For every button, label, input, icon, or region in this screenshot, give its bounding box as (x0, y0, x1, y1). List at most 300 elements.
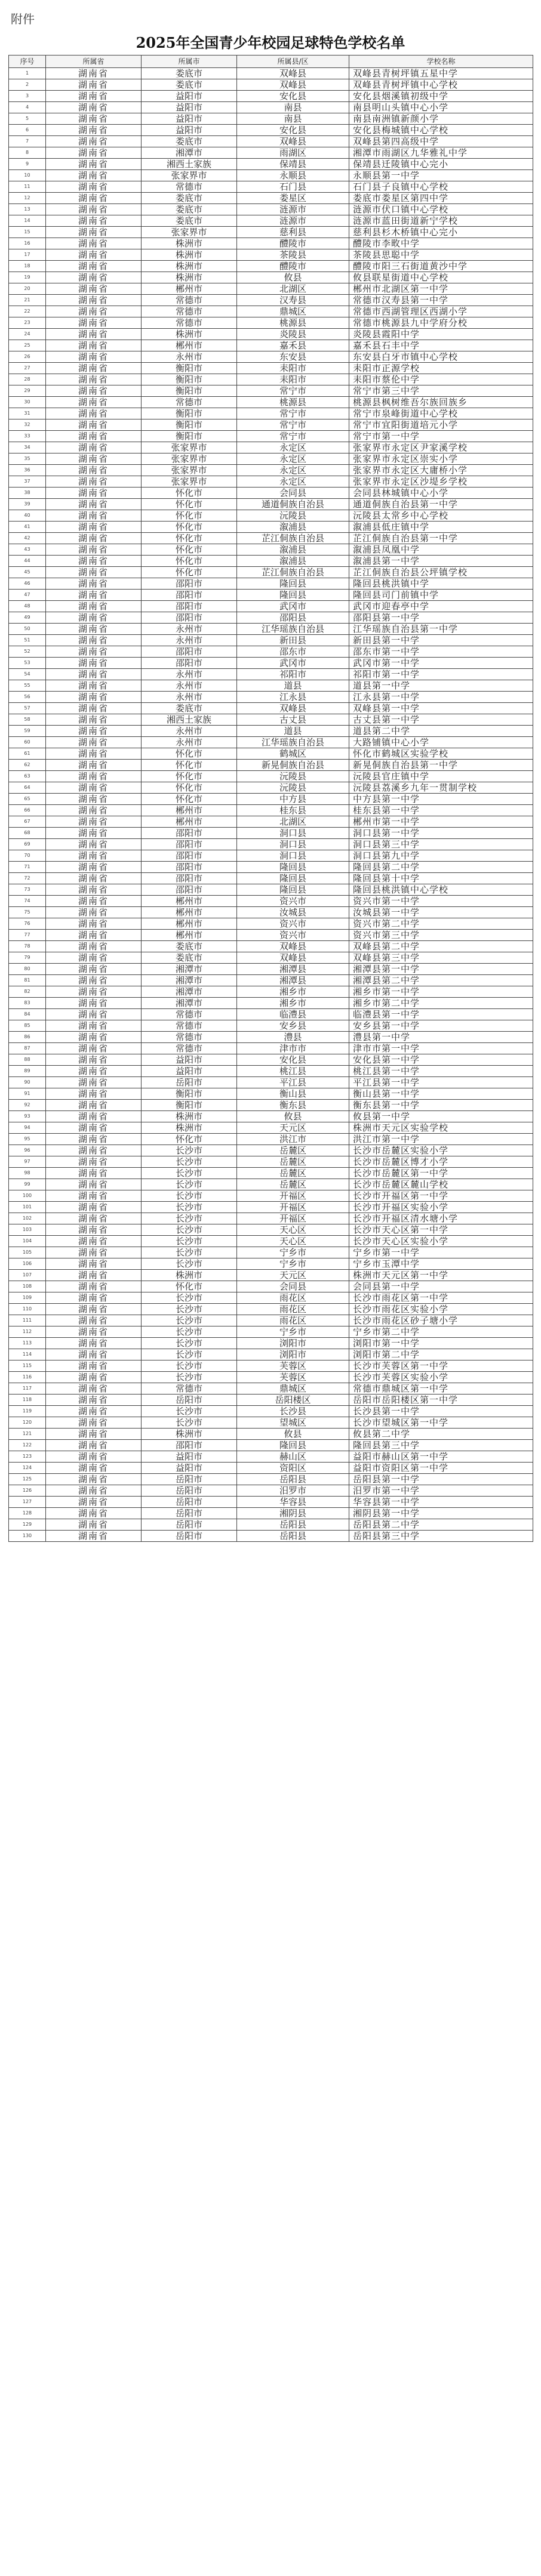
row-school-name: 隆回县桃洪镇中心学校 (349, 884, 533, 896)
row-county: 宁乡市 (237, 1326, 349, 1338)
row-province: 湖南省 (46, 1100, 142, 1111)
row-index: 119 (9, 1406, 46, 1417)
row-index: 67 (9, 816, 46, 828)
row-county: 天心区 (237, 1224, 349, 1236)
row-city: 怀化市 (142, 782, 237, 794)
row-index: 127 (9, 1497, 46, 1508)
table-row (9, 159, 533, 170)
row-province: 湖南省 (46, 283, 142, 295)
row-province: 湖南省 (46, 340, 142, 351)
row-index: 6 (9, 125, 46, 136)
row-province: 湖南省 (46, 215, 142, 227)
row-county: 双峰县 (237, 941, 349, 952)
row-index: 123 (9, 1451, 46, 1463)
row-province: 湖南省 (46, 68, 142, 79)
row-school-name: 资兴市第三中学 (349, 930, 533, 941)
row-province: 湖南省 (46, 1395, 142, 1406)
row-province: 湖南省 (46, 442, 142, 454)
row-province: 湖南省 (46, 567, 142, 578)
table-row (9, 454, 533, 465)
row-city: 益阳市 (142, 125, 237, 136)
row-index: 71 (9, 862, 46, 873)
table-row (9, 476, 533, 488)
row-county: 隆回县 (237, 1440, 349, 1451)
row-city: 长沙市 (142, 1168, 237, 1179)
row-province: 湖南省 (46, 1451, 142, 1463)
row-index: 2 (9, 79, 46, 91)
table-row (9, 510, 533, 522)
row-province: 湖南省 (46, 1508, 142, 1519)
row-index: 93 (9, 1111, 46, 1122)
row-province: 湖南省 (46, 1054, 142, 1066)
row-county: 新晃侗族自治县 (237, 760, 349, 771)
row-county: 安化县 (237, 125, 349, 136)
row-school-name: 道县第一中学 (349, 680, 533, 692)
row-school-name: 涟源市伏口镇中心学校 (349, 204, 533, 215)
row-city: 邵阳市 (142, 1440, 237, 1451)
table-row (9, 465, 533, 476)
row-school-name: 长沙市雨花区实验小学 (349, 1304, 533, 1315)
table-row (9, 1372, 533, 1383)
row-index: 38 (9, 488, 46, 499)
row-city: 衡阳市 (142, 1100, 237, 1111)
row-county: 津市市 (237, 1043, 349, 1054)
row-province: 湖南省 (46, 544, 142, 556)
row-province: 湖南省 (46, 1247, 142, 1258)
row-province: 湖南省 (46, 986, 142, 998)
row-province: 湖南省 (46, 930, 142, 941)
row-city: 娄底市 (142, 79, 237, 91)
row-index: 53 (9, 658, 46, 669)
row-school-name: 洞口县第三中学 (349, 839, 533, 850)
row-province: 湖南省 (46, 624, 142, 635)
row-school-name: 耒阳市正源学校 (349, 363, 533, 374)
row-index: 27 (9, 363, 46, 374)
row-county: 双峰县 (237, 703, 349, 714)
table-row (9, 544, 533, 556)
row-province: 湖南省 (46, 771, 142, 782)
row-county: 溆浦县 (237, 544, 349, 556)
row-province: 湖南省 (46, 862, 142, 873)
table-row (9, 998, 533, 1009)
row-index: 40 (9, 510, 46, 522)
row-school-name: 溆浦县凤凰中学 (349, 544, 533, 556)
row-school-name: 长沙市岳麓区第一中学 (349, 1168, 533, 1179)
row-province: 湖南省 (46, 465, 142, 476)
table-row (9, 419, 533, 431)
row-county: 芙蓉区 (237, 1361, 349, 1372)
document-title: 2025年全国青少年校园足球特色学校名单 (136, 34, 405, 51)
row-index: 64 (9, 782, 46, 794)
row-province: 湖南省 (46, 1429, 142, 1440)
row-index: 121 (9, 1429, 46, 1440)
table-row (9, 975, 533, 986)
row-county: 湘乡市 (237, 998, 349, 1009)
row-school-name: 双峰县青树坪镇中心学校 (349, 79, 533, 91)
row-county: 江华瑶族自治县 (237, 737, 349, 748)
row-index: 82 (9, 986, 46, 998)
table-row (9, 590, 533, 601)
row-city: 长沙市 (142, 1338, 237, 1349)
row-province: 湖南省 (46, 1485, 142, 1497)
row-province: 湖南省 (46, 1122, 142, 1134)
row-index: 103 (9, 1224, 46, 1236)
table-row (9, 499, 533, 510)
row-school-name: 资兴市第一中学 (349, 896, 533, 907)
row-county: 邵阳县 (237, 612, 349, 624)
row-index: 24 (9, 329, 46, 340)
table-row (9, 79, 533, 91)
row-county: 永顺县 (237, 170, 349, 181)
table-row (9, 556, 533, 567)
row-county: 开福区 (237, 1213, 349, 1224)
row-index: 5 (9, 113, 46, 125)
table-row (9, 567, 533, 578)
row-index: 94 (9, 1122, 46, 1134)
table-row (9, 624, 533, 635)
row-city: 郴州市 (142, 805, 237, 816)
row-school-name: 益阳市资阳区第一中学 (349, 1463, 533, 1474)
row-city: 长沙市 (142, 1406, 237, 1417)
row-province: 湖南省 (46, 805, 142, 816)
row-province: 湖南省 (46, 726, 142, 737)
row-city: 邵阳市 (142, 590, 237, 601)
row-city: 岳阳市 (142, 1531, 237, 1542)
row-school-name: 沅陵县太常乡中心学校 (349, 510, 533, 522)
row-county: 芙蓉区 (237, 1372, 349, 1383)
table-row (9, 1349, 533, 1361)
table-row (9, 1463, 533, 1474)
row-school-name: 隆回县第二中学 (349, 862, 533, 873)
row-city: 邵阳市 (142, 601, 237, 612)
row-school-name: 新田县第一中学 (349, 635, 533, 646)
row-index: 17 (9, 249, 46, 261)
row-school-name: 炎陵县霞阳中学 (349, 329, 533, 340)
table-row (9, 1429, 533, 1440)
table-row (9, 726, 533, 737)
row-province: 湖南省 (46, 329, 142, 340)
table-row (9, 408, 533, 419)
row-school-name: 资兴市第二中学 (349, 918, 533, 930)
row-index: 49 (9, 612, 46, 624)
row-province: 湖南省 (46, 204, 142, 215)
row-province: 湖南省 (46, 1519, 142, 1531)
row-school-name: 湘潭市雨湖区九华雅礼中学 (349, 147, 533, 159)
row-city: 邵阳市 (142, 646, 237, 658)
row-city: 衡阳市 (142, 1088, 237, 1100)
row-city: 娄底市 (142, 68, 237, 79)
row-county: 开福区 (237, 1202, 349, 1213)
row-county: 鼎城区 (237, 1383, 349, 1395)
row-index: 102 (9, 1213, 46, 1224)
row-index: 125 (9, 1474, 46, 1485)
row-school-name: 岳阳市岳阳楼区第一中学 (349, 1395, 533, 1406)
row-school-name: 隆回县桃洪镇中学 (349, 578, 533, 590)
row-province: 湖南省 (46, 612, 142, 624)
row-province: 湖南省 (46, 227, 142, 238)
row-school-name: 宁乡市第二中学 (349, 1326, 533, 1338)
row-province: 湖南省 (46, 431, 142, 442)
row-city: 永州市 (142, 635, 237, 646)
table-row (9, 1077, 533, 1088)
table-row (9, 692, 533, 703)
row-index: 48 (9, 601, 46, 612)
row-city: 岳阳市 (142, 1519, 237, 1531)
row-city: 益阳市 (142, 1451, 237, 1463)
row-index: 42 (9, 533, 46, 544)
row-county: 中方县 (237, 794, 349, 805)
row-city: 株洲市 (142, 272, 237, 283)
row-index: 101 (9, 1202, 46, 1213)
table-row (9, 771, 533, 782)
row-province: 湖南省 (46, 397, 142, 408)
table-row (9, 431, 533, 442)
table-row (9, 850, 533, 862)
row-city: 永州市 (142, 669, 237, 680)
row-county: 新田县 (237, 635, 349, 646)
row-index: 120 (9, 1417, 46, 1429)
row-index: 60 (9, 737, 46, 748)
row-city: 娄底市 (142, 941, 237, 952)
table-row (9, 1122, 533, 1134)
table-row (9, 1474, 533, 1485)
row-city: 长沙市 (142, 1190, 237, 1202)
row-province: 湖南省 (46, 272, 142, 283)
row-city: 长沙市 (142, 1315, 237, 1326)
table-row (9, 442, 533, 454)
row-city: 邵阳市 (142, 612, 237, 624)
row-county: 天元区 (237, 1270, 349, 1281)
header-index: 序号 (9, 55, 46, 68)
row-index: 77 (9, 930, 46, 941)
row-school-name: 慈利县杉木桥镇中心完小 (349, 227, 533, 238)
row-county: 衡山县 (237, 1088, 349, 1100)
row-city: 常德市 (142, 1032, 237, 1043)
row-province: 湖南省 (46, 1032, 142, 1043)
row-index: 105 (9, 1247, 46, 1258)
row-index: 92 (9, 1100, 46, 1111)
row-school-name: 沅陵县官庄镇中学 (349, 771, 533, 782)
row-province: 湖南省 (46, 680, 142, 692)
row-city: 怀化市 (142, 1134, 237, 1145)
table-row (9, 646, 533, 658)
table-row (9, 204, 533, 215)
table-row (9, 1043, 533, 1054)
table-row (9, 317, 533, 329)
row-province: 湖南省 (46, 828, 142, 839)
row-city: 株洲市 (142, 1429, 237, 1440)
table-row (9, 782, 533, 794)
row-county: 雨花区 (237, 1315, 349, 1326)
row-province: 湖南省 (46, 522, 142, 533)
row-province: 湖南省 (46, 1168, 142, 1179)
table-row (9, 283, 533, 295)
table-row (9, 873, 533, 884)
table-row (9, 918, 533, 930)
row-county: 江华瑶族自治县 (237, 624, 349, 635)
row-index: 108 (9, 1281, 46, 1292)
row-school-name: 邵东市第一中学 (349, 646, 533, 658)
row-province: 湖南省 (46, 714, 142, 726)
table-row (9, 952, 533, 964)
row-province: 湖南省 (46, 1281, 142, 1292)
row-province: 湖南省 (46, 1111, 142, 1122)
row-school-name: 洪江市第一中学 (349, 1134, 533, 1145)
table-row (9, 930, 533, 941)
row-county: 保靖县 (237, 159, 349, 170)
row-city: 湘潭市 (142, 986, 237, 998)
row-school-name: 长沙市芙蓉区实验小学 (349, 1372, 533, 1383)
table-row (9, 714, 533, 726)
table-row (9, 488, 533, 499)
row-county: 天元区 (237, 1122, 349, 1134)
row-city: 怀化市 (142, 510, 237, 522)
row-county: 湘潭县 (237, 975, 349, 986)
row-index: 19 (9, 272, 46, 283)
table-row (9, 113, 533, 125)
row-school-name: 道县第二中学 (349, 726, 533, 737)
table-row (9, 125, 533, 136)
row-index: 10 (9, 170, 46, 181)
row-school-name: 攸县第二中学 (349, 1429, 533, 1440)
row-city: 株洲市 (142, 249, 237, 261)
row-index: 18 (9, 261, 46, 272)
table-row (9, 1383, 533, 1395)
row-county: 慈利县 (237, 227, 349, 238)
row-county: 雨湖区 (237, 147, 349, 159)
row-city: 邵阳市 (142, 658, 237, 669)
table-row (9, 193, 533, 204)
row-index: 129 (9, 1519, 46, 1531)
row-province: 湖南省 (46, 1020, 142, 1032)
row-school-name: 湘乡市第二中学 (349, 998, 533, 1009)
row-county: 洪江市 (237, 1134, 349, 1145)
row-index: 44 (9, 556, 46, 567)
row-index: 76 (9, 918, 46, 930)
row-school-name: 长沙市岳麓区实验小学 (349, 1145, 533, 1156)
row-school-name: 长沙市岳麓区麓山学校 (349, 1179, 533, 1190)
row-school-name: 长沙市望城区第一中学 (349, 1417, 533, 1429)
row-school-name: 湘潭县第一中学 (349, 964, 533, 975)
row-province: 湖南省 (46, 1326, 142, 1338)
row-school-name: 浏阳市第一中学 (349, 1338, 533, 1349)
table-row (9, 374, 533, 385)
table-row (9, 794, 533, 805)
row-province: 湖南省 (46, 556, 142, 567)
row-index: 21 (9, 295, 46, 306)
row-city: 益阳市 (142, 1054, 237, 1066)
row-index: 128 (9, 1508, 46, 1519)
row-county: 长沙县 (237, 1406, 349, 1417)
row-province: 湖南省 (46, 1349, 142, 1361)
row-province: 湖南省 (46, 1258, 142, 1270)
row-index: 33 (9, 431, 46, 442)
row-county: 双峰县 (237, 952, 349, 964)
row-index: 112 (9, 1326, 46, 1338)
row-city: 衡阳市 (142, 363, 237, 374)
table-row (9, 170, 533, 181)
table-row (9, 1497, 533, 1508)
row-province: 湖南省 (46, 964, 142, 975)
row-school-name: 长沙市开福区实验小学 (349, 1202, 533, 1213)
row-county: 武冈市 (237, 658, 349, 669)
row-city: 湘潭市 (142, 147, 237, 159)
row-province: 湖南省 (46, 1009, 142, 1020)
row-school-name: 长沙县第一中学 (349, 1406, 533, 1417)
row-province: 湖南省 (46, 1406, 142, 1417)
row-province: 湖南省 (46, 510, 142, 522)
header-city: 所属市 (142, 55, 237, 68)
table-row (9, 907, 533, 918)
row-school-name: 汨罗市第一中学 (349, 1485, 533, 1497)
row-county: 道县 (237, 726, 349, 737)
row-school-name: 祁阳市第一中学 (349, 669, 533, 680)
row-county: 会同县 (237, 1281, 349, 1292)
row-index: 1 (9, 68, 46, 79)
table-row (9, 340, 533, 351)
row-county: 宁乡市 (237, 1258, 349, 1270)
row-province: 湖南省 (46, 1338, 142, 1349)
row-city: 怀化市 (142, 556, 237, 567)
table-row (9, 1088, 533, 1100)
row-city: 益阳市 (142, 1066, 237, 1077)
table-row (9, 1054, 533, 1066)
row-school-name: 双峰县第四高级中学 (349, 136, 533, 147)
row-school-name: 隆回县第十中学 (349, 873, 533, 884)
row-county: 汝城县 (237, 907, 349, 918)
row-index: 20 (9, 283, 46, 295)
row-school-name: 醴陵市李畋中学 (349, 238, 533, 249)
row-index: 63 (9, 771, 46, 782)
row-county: 雨花区 (237, 1292, 349, 1304)
row-city: 长沙市 (142, 1372, 237, 1383)
row-county: 雨花区 (237, 1304, 349, 1315)
row-county: 隆回县 (237, 862, 349, 873)
row-city: 长沙市 (142, 1304, 237, 1315)
row-province: 湖南省 (46, 136, 142, 147)
table-row (9, 1258, 533, 1270)
row-index: 89 (9, 1066, 46, 1077)
row-school-name: 浏阳市第二中学 (349, 1349, 533, 1361)
row-index: 116 (9, 1372, 46, 1383)
row-county: 岳麓区 (237, 1179, 349, 1190)
row-city: 衡阳市 (142, 385, 237, 397)
row-school-name: 常宁市泉峰街道中心学校 (349, 408, 533, 419)
table-row (9, 249, 533, 261)
row-city: 张家界市 (142, 465, 237, 476)
row-province: 湖南省 (46, 884, 142, 896)
row-city: 株洲市 (142, 1111, 237, 1122)
row-city: 长沙市 (142, 1361, 237, 1372)
table-row (9, 238, 533, 249)
row-province: 湖南省 (46, 1077, 142, 1088)
table-row (9, 1451, 533, 1463)
row-index: 51 (9, 635, 46, 646)
row-county: 双峰县 (237, 136, 349, 147)
table-row (9, 397, 533, 408)
row-index: 95 (9, 1134, 46, 1145)
row-county: 溆浦县 (237, 556, 349, 567)
table-row (9, 385, 533, 397)
row-city: 长沙市 (142, 1417, 237, 1429)
row-city: 张家界市 (142, 476, 237, 488)
row-city: 株洲市 (142, 1122, 237, 1134)
row-index: 86 (9, 1032, 46, 1043)
table-row (9, 1485, 533, 1497)
row-county: 平江县 (237, 1077, 349, 1088)
row-county: 醴陵市 (237, 238, 349, 249)
table-row (9, 896, 533, 907)
